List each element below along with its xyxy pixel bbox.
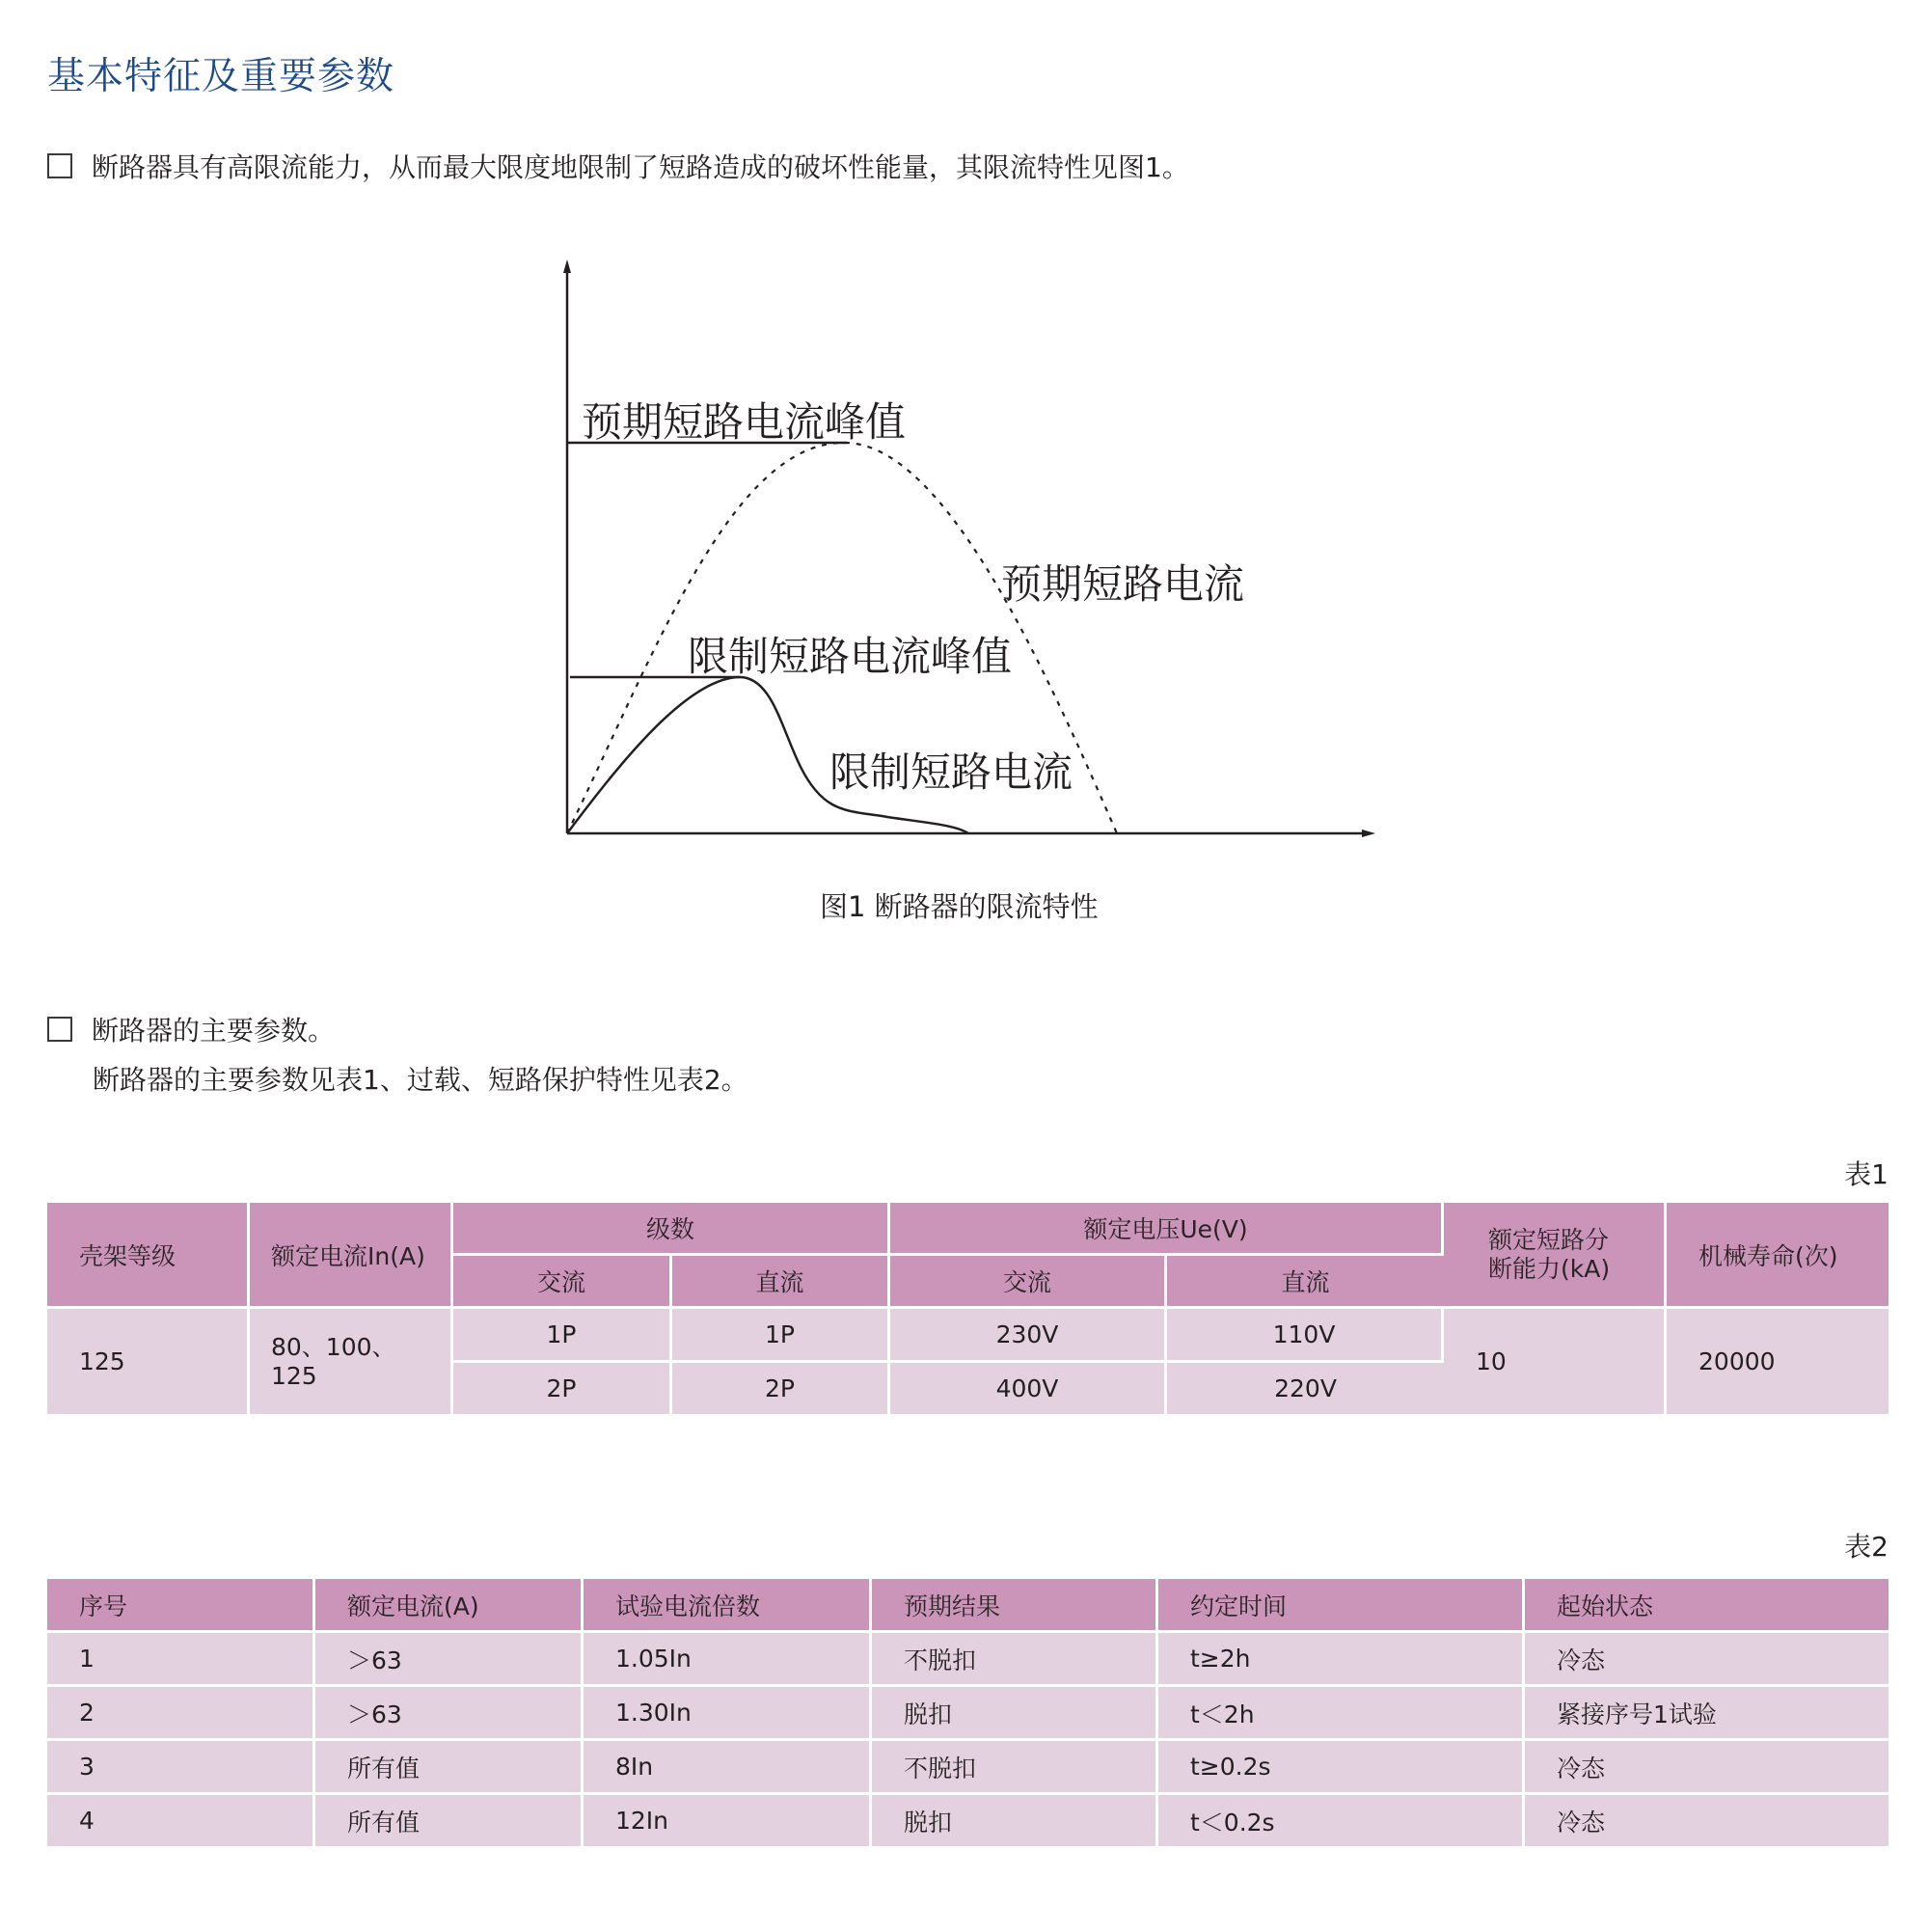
table-row	[47, 1687, 1888, 1741]
cell-voltage-dc: 110V	[1167, 1309, 1444, 1363]
header-initial-state: 起始状态	[1525, 1579, 1888, 1633]
cell-rated-current: 所有值	[315, 1741, 584, 1795]
section2-heading: 断路器的主要参数。	[92, 1015, 336, 1047]
label-prospective-peak: 预期短路电流峰值	[582, 398, 907, 446]
cell-frame: 125	[47, 1309, 250, 1417]
table-row	[47, 1795, 1888, 1849]
cell-agreed-time: t＜0.2s	[1158, 1795, 1525, 1849]
cell-initial-state: 冷态	[1525, 1795, 1888, 1849]
checkbox-icon	[47, 153, 72, 178]
table2-label: 表2	[1844, 1531, 1888, 1563]
header-poles-dc: 直流	[672, 1256, 890, 1309]
header-poles-ac: 交流	[453, 1256, 672, 1309]
cell-test-multiple: 8In	[584, 1741, 872, 1795]
header-expected-result: 预期结果	[872, 1579, 1158, 1633]
cell-expected-result: 不脱扣	[872, 1741, 1158, 1795]
header-rated-current: 额定电流(A)	[315, 1579, 584, 1633]
cell-test-multiple: 1.30In	[584, 1687, 872, 1741]
checkbox-icon	[47, 1017, 72, 1042]
label-prospective-current: 预期短路电流	[1001, 560, 1245, 608]
cell-breaking-capacity: 10	[1444, 1309, 1667, 1417]
header-breaking-line2: 断能力(kA)	[1488, 1254, 1611, 1283]
cell-expected-result: 不脱扣	[872, 1633, 1158, 1687]
cell-test-multiple: 12In	[584, 1795, 872, 1849]
cell-agreed-time: t≥0.2s	[1158, 1741, 1525, 1795]
table-header-row	[47, 1579, 1888, 1633]
header-voltage-dc: 直流	[1167, 1256, 1444, 1309]
label-limited-peak: 限制短路电流峰值	[688, 633, 1013, 680]
cell-rated-current-line2: 125	[271, 1361, 317, 1390]
cell-rated-current: ＞63	[315, 1687, 584, 1741]
cell-agreed-time: t≥2h	[1158, 1633, 1525, 1687]
table1-label: 表1	[1844, 1158, 1888, 1190]
header-agreed-time: 约定时间	[1158, 1579, 1525, 1633]
header-poles: 级数	[453, 1203, 890, 1256]
table-row	[47, 1309, 1888, 1363]
header-voltage: 额定电压Ue(V)	[890, 1203, 1444, 1256]
section2-text: 断路器的主要参数见表1、过载、短路保护特性见表2。	[93, 1064, 748, 1096]
table-row	[47, 1633, 1888, 1687]
cell-initial-state: 紧接序号1试验	[1525, 1687, 1888, 1741]
cell-initial-state: 冷态	[1525, 1633, 1888, 1687]
label-limited-current: 限制短路电流	[829, 748, 1073, 796]
y-axis-arrow-icon	[563, 259, 571, 273]
section2-bullet	[47, 1010, 335, 1048]
cell-seq: 1	[47, 1633, 315, 1687]
page-title: 基本特征及重要参数	[47, 55, 395, 98]
header-frame: 壳架等级	[47, 1203, 250, 1309]
cell-rated-current: 所有值	[315, 1795, 584, 1849]
cell-seq: 2	[47, 1687, 315, 1741]
cell-rated-current-line1: 80、100、	[271, 1332, 396, 1361]
cell-poles-dc: 1P	[672, 1309, 890, 1363]
header-rated-current: 额定电流In(A)	[250, 1203, 453, 1309]
x-axis-arrow-icon	[1362, 830, 1375, 837]
header-seq: 序号	[47, 1579, 315, 1633]
table-row	[47, 1741, 1888, 1795]
cell-poles-ac: 2P	[453, 1363, 672, 1417]
table1-main-parameters	[47, 1203, 1888, 1417]
section1-bullet	[47, 147, 1189, 185]
header-breaking-line1: 额定短路分	[1488, 1225, 1610, 1254]
cell-seq: 4	[47, 1795, 315, 1849]
header-breaking-capacity	[1444, 1203, 1667, 1309]
table2-protection-characteristics	[47, 1579, 1888, 1849]
cell-mechanical-life: 20000	[1667, 1309, 1888, 1417]
cell-expected-result: 脱扣	[872, 1687, 1158, 1741]
cell-seq: 3	[47, 1741, 315, 1795]
cell-poles-dc: 2P	[672, 1363, 890, 1417]
cell-voltage-ac: 230V	[890, 1309, 1167, 1363]
cell-voltage-ac: 400V	[890, 1363, 1167, 1417]
cell-initial-state: 冷态	[1525, 1741, 1888, 1795]
cell-poles-ac: 1P	[453, 1309, 672, 1363]
cell-voltage-dc: 220V	[1167, 1363, 1444, 1417]
cell-rated-current: ＞63	[315, 1633, 584, 1687]
cell-rated-current	[250, 1309, 453, 1417]
cell-test-multiple: 1.05In	[584, 1633, 872, 1687]
header-mechanical-life: 机械寿命(次)	[1667, 1203, 1888, 1309]
figure-caption: 图1 断路器的限流特性	[820, 890, 1099, 923]
cell-expected-result: 脱扣	[872, 1795, 1158, 1849]
header-test-multiple: 试验电流倍数	[584, 1579, 872, 1633]
current-limiting-figure	[540, 246, 1408, 854]
section1-text: 断路器具有高限流能力，从而最大限度地限制了短路造成的破坏性能量，其限流特性见图1。	[92, 151, 1189, 183]
header-voltage-ac: 交流	[890, 1256, 1167, 1309]
cell-agreed-time: t＜2h	[1158, 1687, 1525, 1741]
